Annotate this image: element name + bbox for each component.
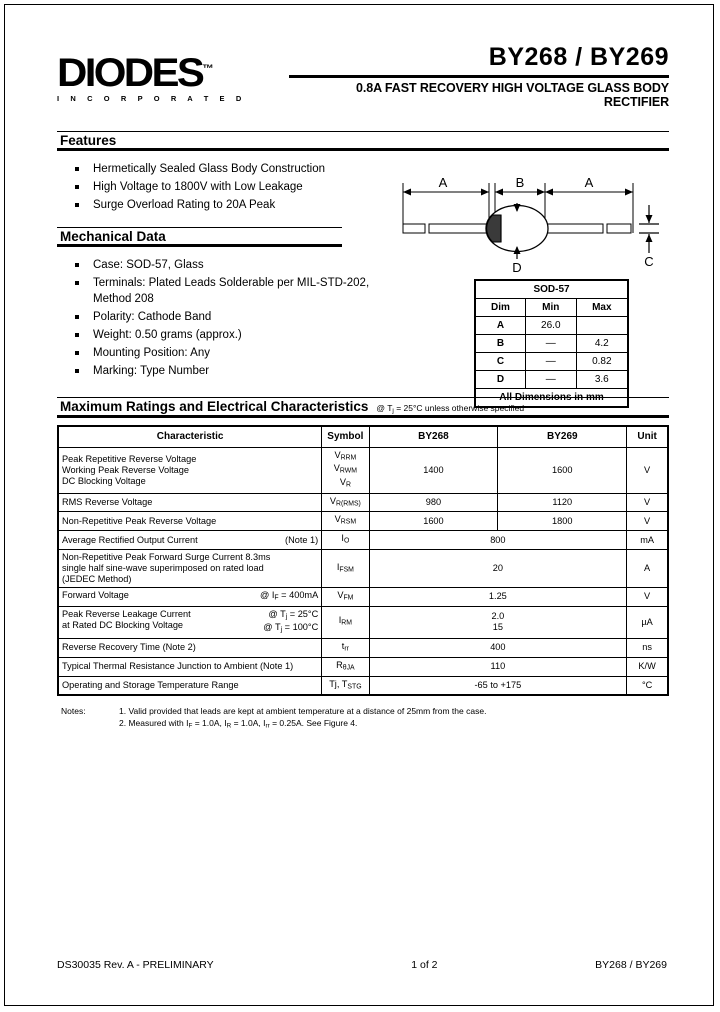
cell-characteristic: Non-Repetitive Peak Reverse Voltage (58, 512, 322, 531)
column-header-symbol: Symbol (322, 426, 369, 448)
logo-wordmark (57, 49, 320, 93)
cell-symbol: $V_{FM}$ (322, 587, 369, 606)
mechanical-data-heading: Mechanical Data (57, 227, 342, 247)
cell-unit: V (627, 493, 668, 512)
cell-unit: ns (627, 639, 668, 658)
column-header-max: Max (576, 299, 628, 317)
column-header-min: Min (525, 299, 576, 317)
cell-symbol: $I_O$ (322, 531, 369, 550)
cell-value-both-parts: 800 (369, 531, 627, 550)
list-item: High Voltage to 1800V with Low Leakage (57, 179, 387, 195)
table-row (58, 493, 668, 512)
cell-value-by269: 1120 (498, 493, 627, 512)
footer-document-id: DS30035 Rev. A - PRELIMINARY (57, 959, 214, 971)
cell-value-both-parts: 110 (369, 657, 627, 676)
notes-block (57, 705, 669, 733)
dimension-label-b: B (515, 175, 525, 190)
table-row (475, 335, 628, 353)
cell-symbol: $t_{rr}$ (322, 639, 369, 658)
logo-subtext: I N C O R P O R A T E D (57, 94, 246, 103)
cell-unit: A (627, 549, 668, 587)
list-item: Mounting Position: Any (57, 345, 387, 361)
cell-value-both-parts: -65 to +175 (369, 676, 627, 695)
subtitle-line-2: RECTIFIER (603, 95, 669, 109)
package-outline-drawing (397, 165, 665, 277)
table-header-row (58, 426, 668, 448)
table-row (58, 606, 668, 638)
dim-min: 26.0 (525, 317, 576, 335)
ratings-table (57, 425, 669, 697)
dimension-label-a-right: A (584, 175, 594, 190)
table-row (475, 353, 628, 371)
cell-characteristic: Reverse Recovery Time (Note 2) (58, 639, 322, 658)
table-row (58, 549, 668, 587)
cell-characteristic: RMS Reverse Voltage (58, 493, 322, 512)
column-header-dim: Dim (475, 299, 525, 317)
cell-unit: V (627, 587, 668, 606)
cell-symbol: $V_{RSM}$ (322, 512, 369, 531)
dimension-table-footer: All Dimensions in mm (475, 389, 628, 408)
cell-symbol: $I_{RM}$ (322, 606, 369, 638)
cell-characteristic: Non-Repetitive Peak Forward Surge Current 8.3ms single half sine-wave superimposed on rated load (JEDEC Method) (58, 549, 322, 587)
list-item: Terminals: Plated Leads Solderable per MIL-STD-202, Method 208 (57, 275, 387, 307)
cell-characteristic: @ $T_j = 25^\circ C$ @ $T_j = 100^\circ C$ Peak Reverse Leakage Current at Rated DC Blocking Voltage (58, 606, 322, 638)
table-row (58, 512, 668, 531)
cell-value-by268: 1400 (369, 447, 498, 493)
dim-min: — (525, 353, 576, 371)
list-item: Hermetically Sealed Glass Body Construction (57, 161, 387, 177)
dim-name: B (475, 335, 525, 353)
dimension-table-title: SOD-57 (475, 280, 628, 299)
subtitle-line-1: 0.8A FAST RECOVERY HIGH VOLTAGE GLASS BODY (356, 81, 669, 95)
features-list (57, 161, 387, 213)
footer-part-number: BY268 / BY269 (595, 959, 667, 971)
notes-body (57, 705, 669, 733)
cell-value-both-parts: 400 (369, 639, 627, 658)
list-item: Polarity: Cathode Band (57, 309, 387, 325)
list-item: Marking: Type Number (57, 363, 387, 379)
dim-max: 0.82 (576, 353, 628, 371)
list-item: Case: SOD-57, Glass (57, 257, 387, 273)
logo-trademark: ™ (202, 63, 214, 75)
dim-name: C (475, 353, 525, 371)
cell-value-by268: 1600 (369, 512, 498, 531)
column-header-characteristic: Characteristic (58, 426, 322, 448)
cell-symbol: $I_{FSM}$ (322, 549, 369, 587)
dimension-label-d: D (512, 260, 522, 275)
mechanical-data-list (57, 257, 387, 379)
dim-min: — (525, 371, 576, 389)
cell-symbol: $V_{R(RMS)}$ (322, 493, 369, 512)
cell-unit: V (627, 512, 668, 531)
datasheet-page (4, 4, 714, 1006)
page-footer (57, 959, 667, 971)
dim-max: 4.2 (576, 335, 628, 353)
list-item: Weight: 0.50 grams (approx.) (57, 327, 387, 343)
cell-unit: °C (627, 676, 668, 695)
list-item: Surge Overload Rating to 20A Peak (57, 197, 387, 213)
ratings-table-head (58, 426, 668, 448)
cell-value-by268: 980 (369, 493, 498, 512)
cell-unit: K/W (627, 657, 668, 676)
cell-characteristic: @ $I_F = 400mA$ Forward Voltage (58, 587, 322, 606)
diodes-logo (57, 49, 307, 103)
dim-min: — (525, 335, 576, 353)
cell-value-both-parts: 20 (369, 549, 627, 587)
dim-max: 3.6 (576, 371, 628, 389)
page-header (57, 31, 669, 117)
note-item: 1. Valid provided that leads are kept at ambient temperature at a distance of 25mm from the case. (119, 706, 487, 717)
page-title: BY268 / BY269 (488, 43, 669, 71)
cell-unit: V (627, 447, 668, 493)
table-header-row (475, 299, 628, 317)
notes-label: Notes: (61, 706, 86, 717)
dimension-table-wrapper (474, 279, 629, 408)
package-drawing-svg (397, 165, 665, 277)
title-block (289, 43, 669, 109)
table-row (58, 676, 668, 695)
cell-characteristic: Operating and Storage Temperature Range (58, 676, 322, 695)
ratings-heading-condition: @ $T_j = 25^\circ C$ unless otherwise specified (376, 403, 525, 415)
cell-characteristic: Peak Repetitive Reverse Voltage Working Peak Reverse Voltage DC Blocking Voltage (58, 447, 322, 493)
cell-unit: mA (627, 531, 668, 550)
ratings-heading-text: Maximum Ratings and Electrical Characteristics (60, 399, 369, 414)
table-row (58, 447, 668, 493)
cell-characteristic: Typical Thermal Resistance Junction to Ambient (Note 1) (58, 657, 322, 676)
cell-value-by269: 1800 (498, 512, 627, 531)
right-column (397, 161, 669, 403)
dim-name: A (475, 317, 525, 335)
cell-symbol: Tj, $T_{STG}$ (322, 676, 369, 695)
cell-symbol: $V_{RRM}$ $V_{RWM}$ $V_R$ (322, 447, 369, 493)
table-row (475, 280, 628, 299)
table-row (475, 317, 628, 335)
left-column (57, 161, 387, 379)
page-subtitle (289, 81, 669, 109)
title-divider (289, 75, 669, 78)
dim-max (576, 317, 628, 335)
logo-wordmark-text: DIODES (57, 51, 203, 95)
features-mechanical-columns (57, 161, 669, 403)
dim-name: D (475, 371, 525, 389)
footer-page-number: 1 of 2 (411, 959, 438, 971)
cell-value-both-parts: 2.0 15 (369, 606, 627, 638)
table-row (475, 389, 628, 408)
table-row (475, 371, 628, 389)
column-header-by268: BY268 (369, 426, 498, 448)
column-header-unit: Unit (627, 426, 668, 448)
features-heading: Features (57, 131, 669, 151)
note-item: 2. Measured with $I_F = 1.0A$, $I_R = 1.0A$, $I_{rr} = 0.25A$. See Figure 4. (119, 718, 358, 730)
table-row (58, 531, 668, 550)
cell-symbol: $R_{\theta JA}$ (322, 657, 369, 676)
sod57-dimension-table (474, 279, 629, 408)
table-row (58, 587, 668, 606)
ratings-table-body (58, 447, 668, 695)
dimension-label-c: C (644, 254, 654, 269)
column-header-by269: BY269 (498, 426, 627, 448)
cell-value-by269: 1600 (498, 447, 627, 493)
cell-value-both-parts: 1.25 (369, 587, 627, 606)
cell-characteristic: (Note 1) Average Rectified Output Current (58, 531, 322, 550)
dimension-label-a-left: A (438, 175, 448, 190)
table-row (58, 657, 668, 676)
table-row (58, 639, 668, 658)
cell-unit: µA (627, 606, 668, 638)
